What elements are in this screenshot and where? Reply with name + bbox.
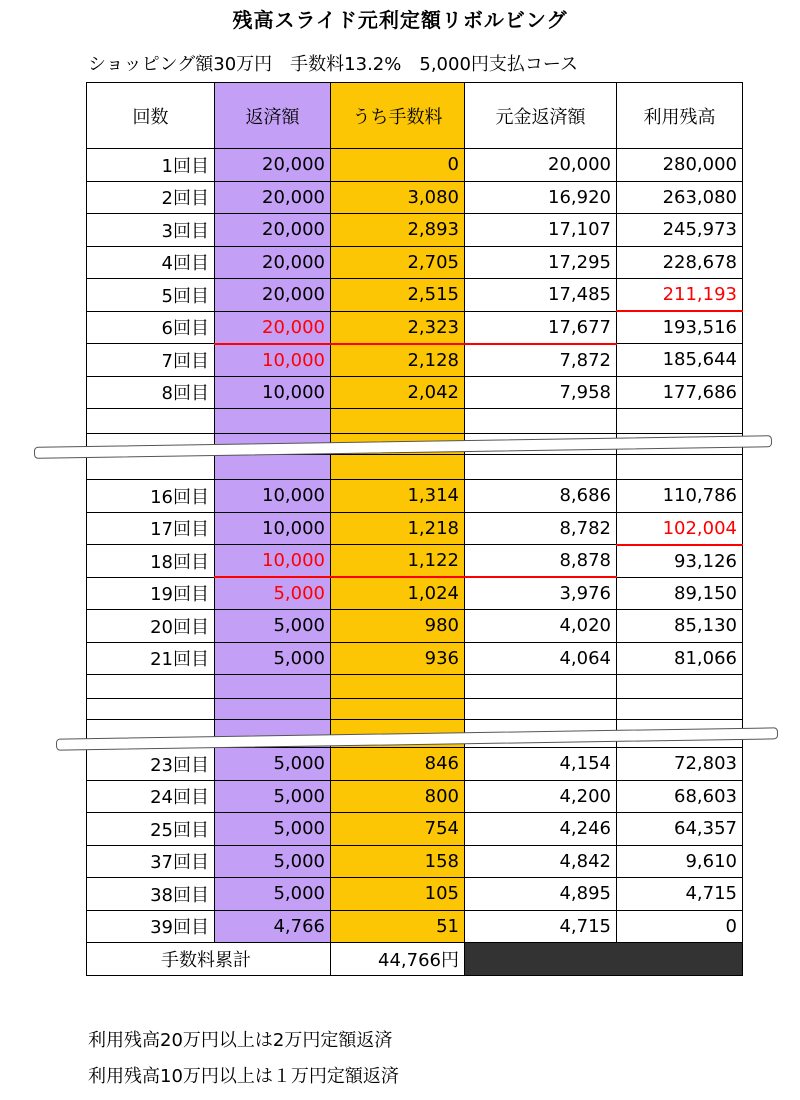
- page-title: 残高スライド元利定額リボルビング: [232, 8, 568, 32]
- table-row: [87, 512, 743, 545]
- table-row: [87, 780, 743, 813]
- cell-count: 20回目: [87, 610, 215, 643]
- cell-principal: 17,295: [465, 246, 617, 279]
- cell-count: 2回目: [87, 181, 215, 214]
- cell-principal: 16,920: [465, 181, 617, 214]
- spacer-cell: [87, 409, 215, 434]
- cell-principal: 7,958: [465, 376, 617, 409]
- cell-repayment: 10,000: [215, 512, 331, 545]
- table-row: [87, 642, 743, 675]
- cell-principal: 8,686: [465, 480, 617, 513]
- table-row: [87, 610, 743, 643]
- cell-balance: 263,080: [617, 181, 743, 214]
- note-tier-20man: 利用残高20万円以上は2万円定額返済: [88, 1030, 393, 1051]
- table-row: [87, 813, 743, 846]
- course-description: ショッピング額30万円 手数料13.2% 5,000円支払コース: [88, 54, 578, 75]
- cell-repayment: 20,000: [215, 214, 331, 247]
- cell-fee: 2,042: [331, 376, 465, 409]
- spacer-cell: [215, 455, 331, 480]
- cell-balance: 110,786: [617, 480, 743, 513]
- cell-repayment: 5,000: [215, 845, 331, 878]
- cell-repayment: 5,000: [215, 748, 331, 781]
- cell-principal: 4,715: [465, 910, 617, 943]
- table-row: [87, 279, 743, 312]
- cell-count: 7回目: [87, 344, 215, 377]
- cell-fee: 754: [331, 813, 465, 846]
- table-row: [87, 376, 743, 409]
- cell-fee: 2,705: [331, 246, 465, 279]
- cell-balance: 0: [617, 910, 743, 943]
- cell-count: 39回目: [87, 910, 215, 943]
- cell-fee: 51: [331, 910, 465, 943]
- spacer-cell: [331, 409, 465, 434]
- cell-principal: 17,107: [465, 214, 617, 247]
- cell-fee: 2,128: [331, 344, 465, 377]
- cell-balance: 68,603: [617, 780, 743, 813]
- total-dark-filler: [465, 943, 743, 976]
- cell-balance: 81,066: [617, 642, 743, 675]
- table-row: [87, 577, 743, 610]
- table-total-row: [87, 943, 743, 976]
- cell-count: 8回目: [87, 376, 215, 409]
- note-tier-10man: 利用残高10万円以上は１万円定額返済: [88, 1066, 399, 1087]
- cell-fee: 3,080: [331, 181, 465, 214]
- cell-count: 24回目: [87, 780, 215, 813]
- cell-fee: 2,323: [331, 311, 465, 344]
- cell-repayment: 5,000: [215, 780, 331, 813]
- spacer-cell: [87, 699, 215, 720]
- table-row-spacer: [87, 699, 743, 720]
- cell-balance-threshold: 211,193: [617, 279, 743, 312]
- cell-count: 5回目: [87, 279, 215, 312]
- header-count: 回数: [87, 83, 215, 149]
- cell-fee: 1,218: [331, 512, 465, 545]
- cell-repayment: 5,000: [215, 642, 331, 675]
- cell-count: 4回目: [87, 246, 215, 279]
- cell-principal: 4,246: [465, 813, 617, 846]
- cell-balance: 228,678: [617, 246, 743, 279]
- cell-repayment: 5,000: [215, 610, 331, 643]
- cell-balance: 72,803: [617, 748, 743, 781]
- cell-repayment: 20,000: [215, 279, 331, 312]
- cell-fee: 1,024: [331, 577, 465, 610]
- cell-balance: 9,610: [617, 845, 743, 878]
- cell-fee: 105: [331, 878, 465, 911]
- cell-repayment-new-tier: 5,000: [215, 577, 331, 610]
- table-row: [87, 480, 743, 513]
- cell-balance: 193,516: [617, 311, 743, 344]
- spacer-cell: [87, 455, 215, 480]
- table-row: [87, 910, 743, 943]
- cell-repayment: 5,000: [215, 813, 331, 846]
- header-repayment: 返済額: [215, 83, 331, 149]
- spacer-cell: [465, 699, 617, 720]
- cell-repayment: 20,000: [215, 246, 331, 279]
- cell-fee: 2,515: [331, 279, 465, 312]
- table-row-spacer: [87, 409, 743, 434]
- cell-principal: 4,064: [465, 642, 617, 675]
- cell-count: 38回目: [87, 878, 215, 911]
- cell-balance: 245,973: [617, 214, 743, 247]
- cell-repayment: 10,000: [215, 376, 331, 409]
- total-fee-value: 44,766円: [331, 943, 465, 976]
- cell-principal: 4,154: [465, 748, 617, 781]
- cell-count: 21回目: [87, 642, 215, 675]
- cell-fee: 936: [331, 642, 465, 675]
- cell-principal: 20,000: [465, 149, 617, 182]
- cell-principal: 4,895: [465, 878, 617, 911]
- cell-repayment-last-tier: 20,000: [215, 311, 331, 344]
- cell-count: 16回目: [87, 480, 215, 513]
- cell-fee: 1,314: [331, 480, 465, 513]
- table-row-spacer: [87, 455, 743, 480]
- cell-repayment: 20,000: [215, 181, 331, 214]
- spacer-cell: [331, 675, 465, 699]
- cell-balance: 177,686: [617, 376, 743, 409]
- spacer-cell: [331, 699, 465, 720]
- cell-count: 6回目: [87, 311, 215, 344]
- cell-principal: 8,782: [465, 512, 617, 545]
- table-row: [87, 344, 743, 377]
- cell-principal: 8,878: [465, 545, 617, 578]
- cell-principal: 17,485: [465, 279, 617, 312]
- table-row: [87, 748, 743, 781]
- cell-balance: 4,715: [617, 878, 743, 911]
- cell-count: 18回目: [87, 545, 215, 578]
- header-balance: 利用残高: [617, 83, 743, 149]
- cell-repayment-new-tier: 10,000: [215, 344, 331, 377]
- table-row: [87, 149, 743, 182]
- spacer-cell: [215, 699, 331, 720]
- cell-repayment-last-tier: 10,000: [215, 545, 331, 578]
- table-row-spacer: [87, 675, 743, 699]
- header-principal: 元金返済額: [465, 83, 617, 149]
- spacer-cell: [215, 675, 331, 699]
- table-row: [87, 845, 743, 878]
- table-row: [87, 214, 743, 247]
- total-label: 手数料累計: [87, 943, 331, 976]
- cell-count: 17回目: [87, 512, 215, 545]
- cell-fee: 2,893: [331, 214, 465, 247]
- table-row: [87, 181, 743, 214]
- cell-balance: 85,130: [617, 610, 743, 643]
- cell-count: 23回目: [87, 748, 215, 781]
- cell-count: 25回目: [87, 813, 215, 846]
- cell-fee: 1,122: [331, 545, 465, 578]
- header-fee: うち手数料: [331, 83, 465, 149]
- spacer-cell: [331, 455, 465, 480]
- spacer-cell: [617, 675, 743, 699]
- cell-count: 1回目: [87, 149, 215, 182]
- spacer-cell: [465, 455, 617, 480]
- cell-repayment: 10,000: [215, 480, 331, 513]
- cell-fee: 800: [331, 780, 465, 813]
- cell-balance: 93,126: [617, 545, 743, 578]
- spacer-cell: [465, 409, 617, 434]
- cell-fee: 980: [331, 610, 465, 643]
- cell-balance: 64,357: [617, 813, 743, 846]
- spacer-cell: [87, 675, 215, 699]
- cell-repayment: 20,000: [215, 149, 331, 182]
- cell-repayment: 5,000: [215, 878, 331, 911]
- cell-balance: 89,150: [617, 577, 743, 610]
- repayment-table: [86, 82, 743, 976]
- cell-principal: 17,677: [465, 311, 617, 344]
- table-header-row: [87, 83, 743, 149]
- spacer-cell: [617, 409, 743, 434]
- cell-fee: 846: [331, 748, 465, 781]
- cell-principal: 4,020: [465, 610, 617, 643]
- cell-fee: 158: [331, 845, 465, 878]
- table-row: [87, 311, 743, 344]
- cell-count: 3回目: [87, 214, 215, 247]
- table-row: [87, 878, 743, 911]
- spacer-cell: [215, 409, 331, 434]
- spacer-cell: [617, 455, 743, 480]
- table-row: [87, 246, 743, 279]
- cell-fee: 0: [331, 149, 465, 182]
- spacer-cell: [465, 675, 617, 699]
- spacer-cell: [617, 699, 743, 720]
- cell-count: 37回目: [87, 845, 215, 878]
- cell-balance: 280,000: [617, 149, 743, 182]
- cell-principal: 3,976: [465, 577, 617, 610]
- cell-balance-threshold: 102,004: [617, 512, 743, 545]
- cell-principal: 7,872: [465, 344, 617, 377]
- cell-principal: 4,200: [465, 780, 617, 813]
- cell-balance: 185,644: [617, 344, 743, 377]
- cell-count: 19回目: [87, 577, 215, 610]
- cell-principal: 4,842: [465, 845, 617, 878]
- table-row: [87, 545, 743, 578]
- cell-repayment: 4,766: [215, 910, 331, 943]
